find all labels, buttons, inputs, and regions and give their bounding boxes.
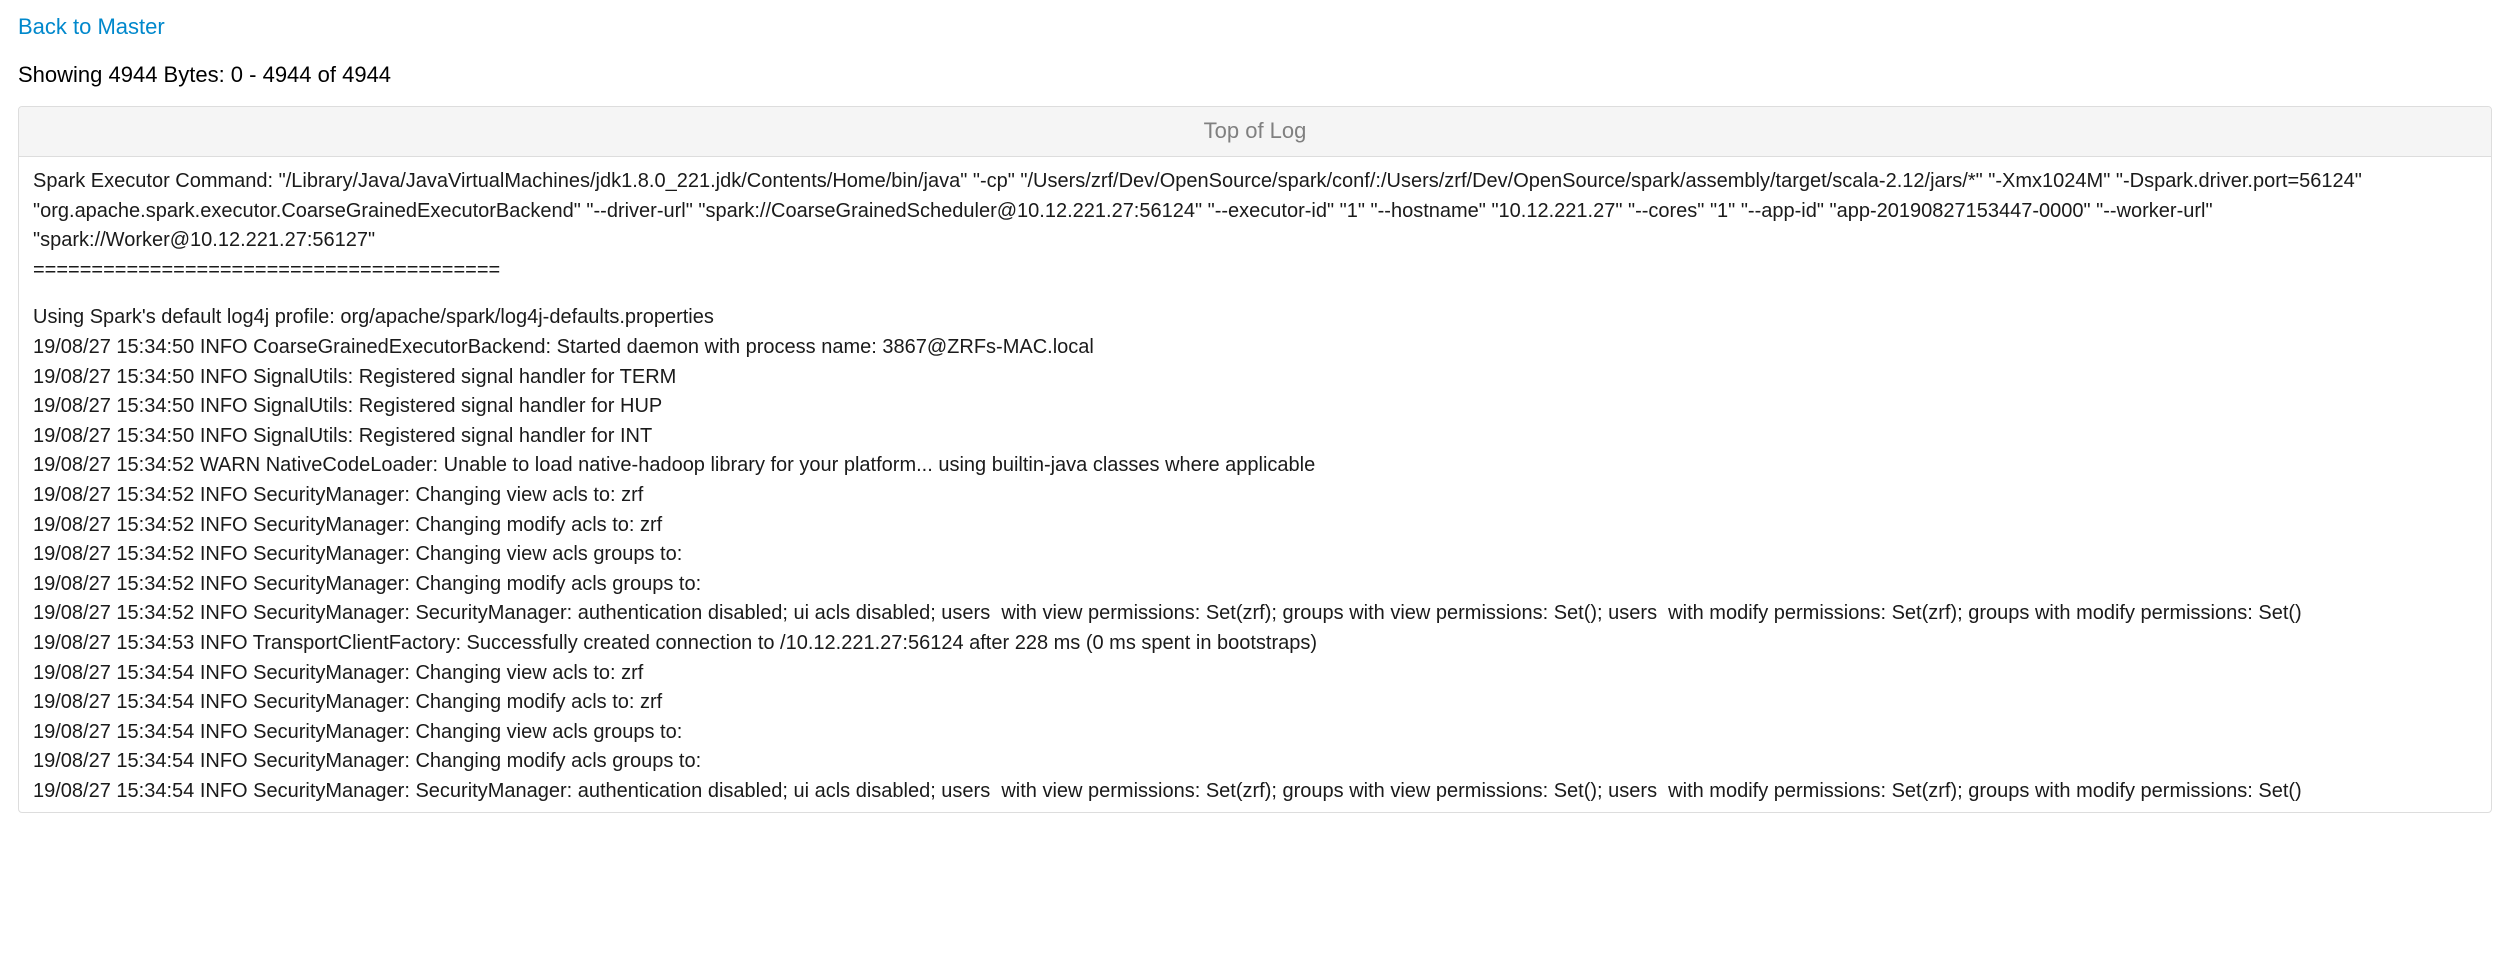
log-line: 19/08/27 15:34:52 WARN NativeCodeLoader: Unable to load native-hadoop library for your platform... using builtin-java classes where applicable bbox=[33, 454, 1316, 477]
log-line: 19/08/27 15:34:54 INFO SecurityManager: Changing modify acls groups to: bbox=[33, 750, 702, 773]
log-line: 19/08/27 15:34:52 INFO SecurityManager: Changing view acls groups to: bbox=[33, 543, 683, 566]
log-line: Using Spark's default log4j profile: org/apache/spark/log4j-defaults.properties bbox=[33, 306, 714, 329]
log-line: 19/08/27 15:34:53 INFO TransportClientFactory: Successfully created connection to /10.12.221.27:56124 after 228 ms (0 ms spent in bootstraps) bbox=[33, 631, 1318, 654]
log-line: 19/08/27 15:34:50 INFO SignalUtils: Registered signal handler for HUP bbox=[33, 395, 663, 418]
log-line: 19/08/27 15:34:54 INFO SecurityManager: Changing modify acls to: zrf bbox=[33, 691, 663, 714]
log-line: 19/08/27 15:34:50 INFO CoarseGrainedExecutorBackend: Started daemon with process name: 3867@ZRFs-MAC.local bbox=[33, 335, 1094, 358]
log-panel bbox=[18, 106, 2492, 813]
log-line: 19/08/27 15:34:52 INFO SecurityManager: SecurityManager: authentication disabled; ui acls disabled; users with view permissions: Set(zrf); groups with view permissions: Set(); users with modify permissions: Set(zrf); groups with modify permissions: Set() bbox=[33, 602, 2302, 625]
log-content bbox=[19, 157, 2491, 812]
log-line: ======================================== bbox=[33, 258, 501, 281]
log-line: 19/08/27 15:34:52 INFO SecurityManager: Changing modify acls to: zrf bbox=[33, 513, 663, 536]
log-line: 19/08/27 15:34:50 INFO SignalUtils: Registered signal handler for TERM bbox=[33, 365, 677, 388]
log-line: 19/08/27 15:34:52 INFO SecurityManager: Changing modify acls groups to: bbox=[33, 572, 702, 595]
showing-bytes-status: Showing 4944 Bytes: 0 - 4944 of 4944 bbox=[18, 62, 392, 87]
log-panel-header: Top of Log bbox=[19, 107, 2491, 157]
back-to-master-link[interactable]: Back to Master bbox=[18, 14, 165, 39]
log-line: 19/08/27 15:34:54 INFO SecurityManager: SecurityManager: authentication disabled; ui acls disabled; users with view permissions: Set(zrf); groups with view permissions: Set(); users with modify permissions: Set(zrf); groups with modify permissions: Set() bbox=[33, 779, 2302, 802]
log-line: 19/08/27 15:34:50 INFO SignalUtils: Registered signal handler for INT bbox=[33, 424, 653, 447]
log-line: 19/08/27 15:34:54 INFO SecurityManager: Changing view acls to: zrf bbox=[33, 661, 644, 684]
log-line: 19/08/27 15:34:52 INFO SecurityManager: Changing view acls to: zrf bbox=[33, 483, 644, 506]
log-line: Spark Executor Command: "/Library/Java/JavaVirtualMachines/jdk1.8.0_221.jdk/Contents/Home/bin/java" "-cp" "/Users/zrf/Dev/OpenSource/spark/conf/:/Users/zrf/Dev/OpenSource/spark/assembly/target/scala-2.12/jars/*" "-Xmx1024M" "-Dspark.driver.port=56124" "org.apache.spark.executor.CoarseGrainedExecutorBackend" "--driver-url" "spark://CoarseGrainedScheduler@10.12.221.27:56124" "--executor-id" "1" "--hostname" "10.12.221.27" "--cores" "1" "--app-id" "app-20190827153447-0000" "--worker-url" "spark://Worker@10.12.221.27:56127" bbox=[33, 170, 2368, 252]
log-line: 19/08/27 15:34:54 INFO SecurityManager: Changing view acls groups to: bbox=[33, 720, 683, 743]
log-line bbox=[33, 285, 2477, 303]
